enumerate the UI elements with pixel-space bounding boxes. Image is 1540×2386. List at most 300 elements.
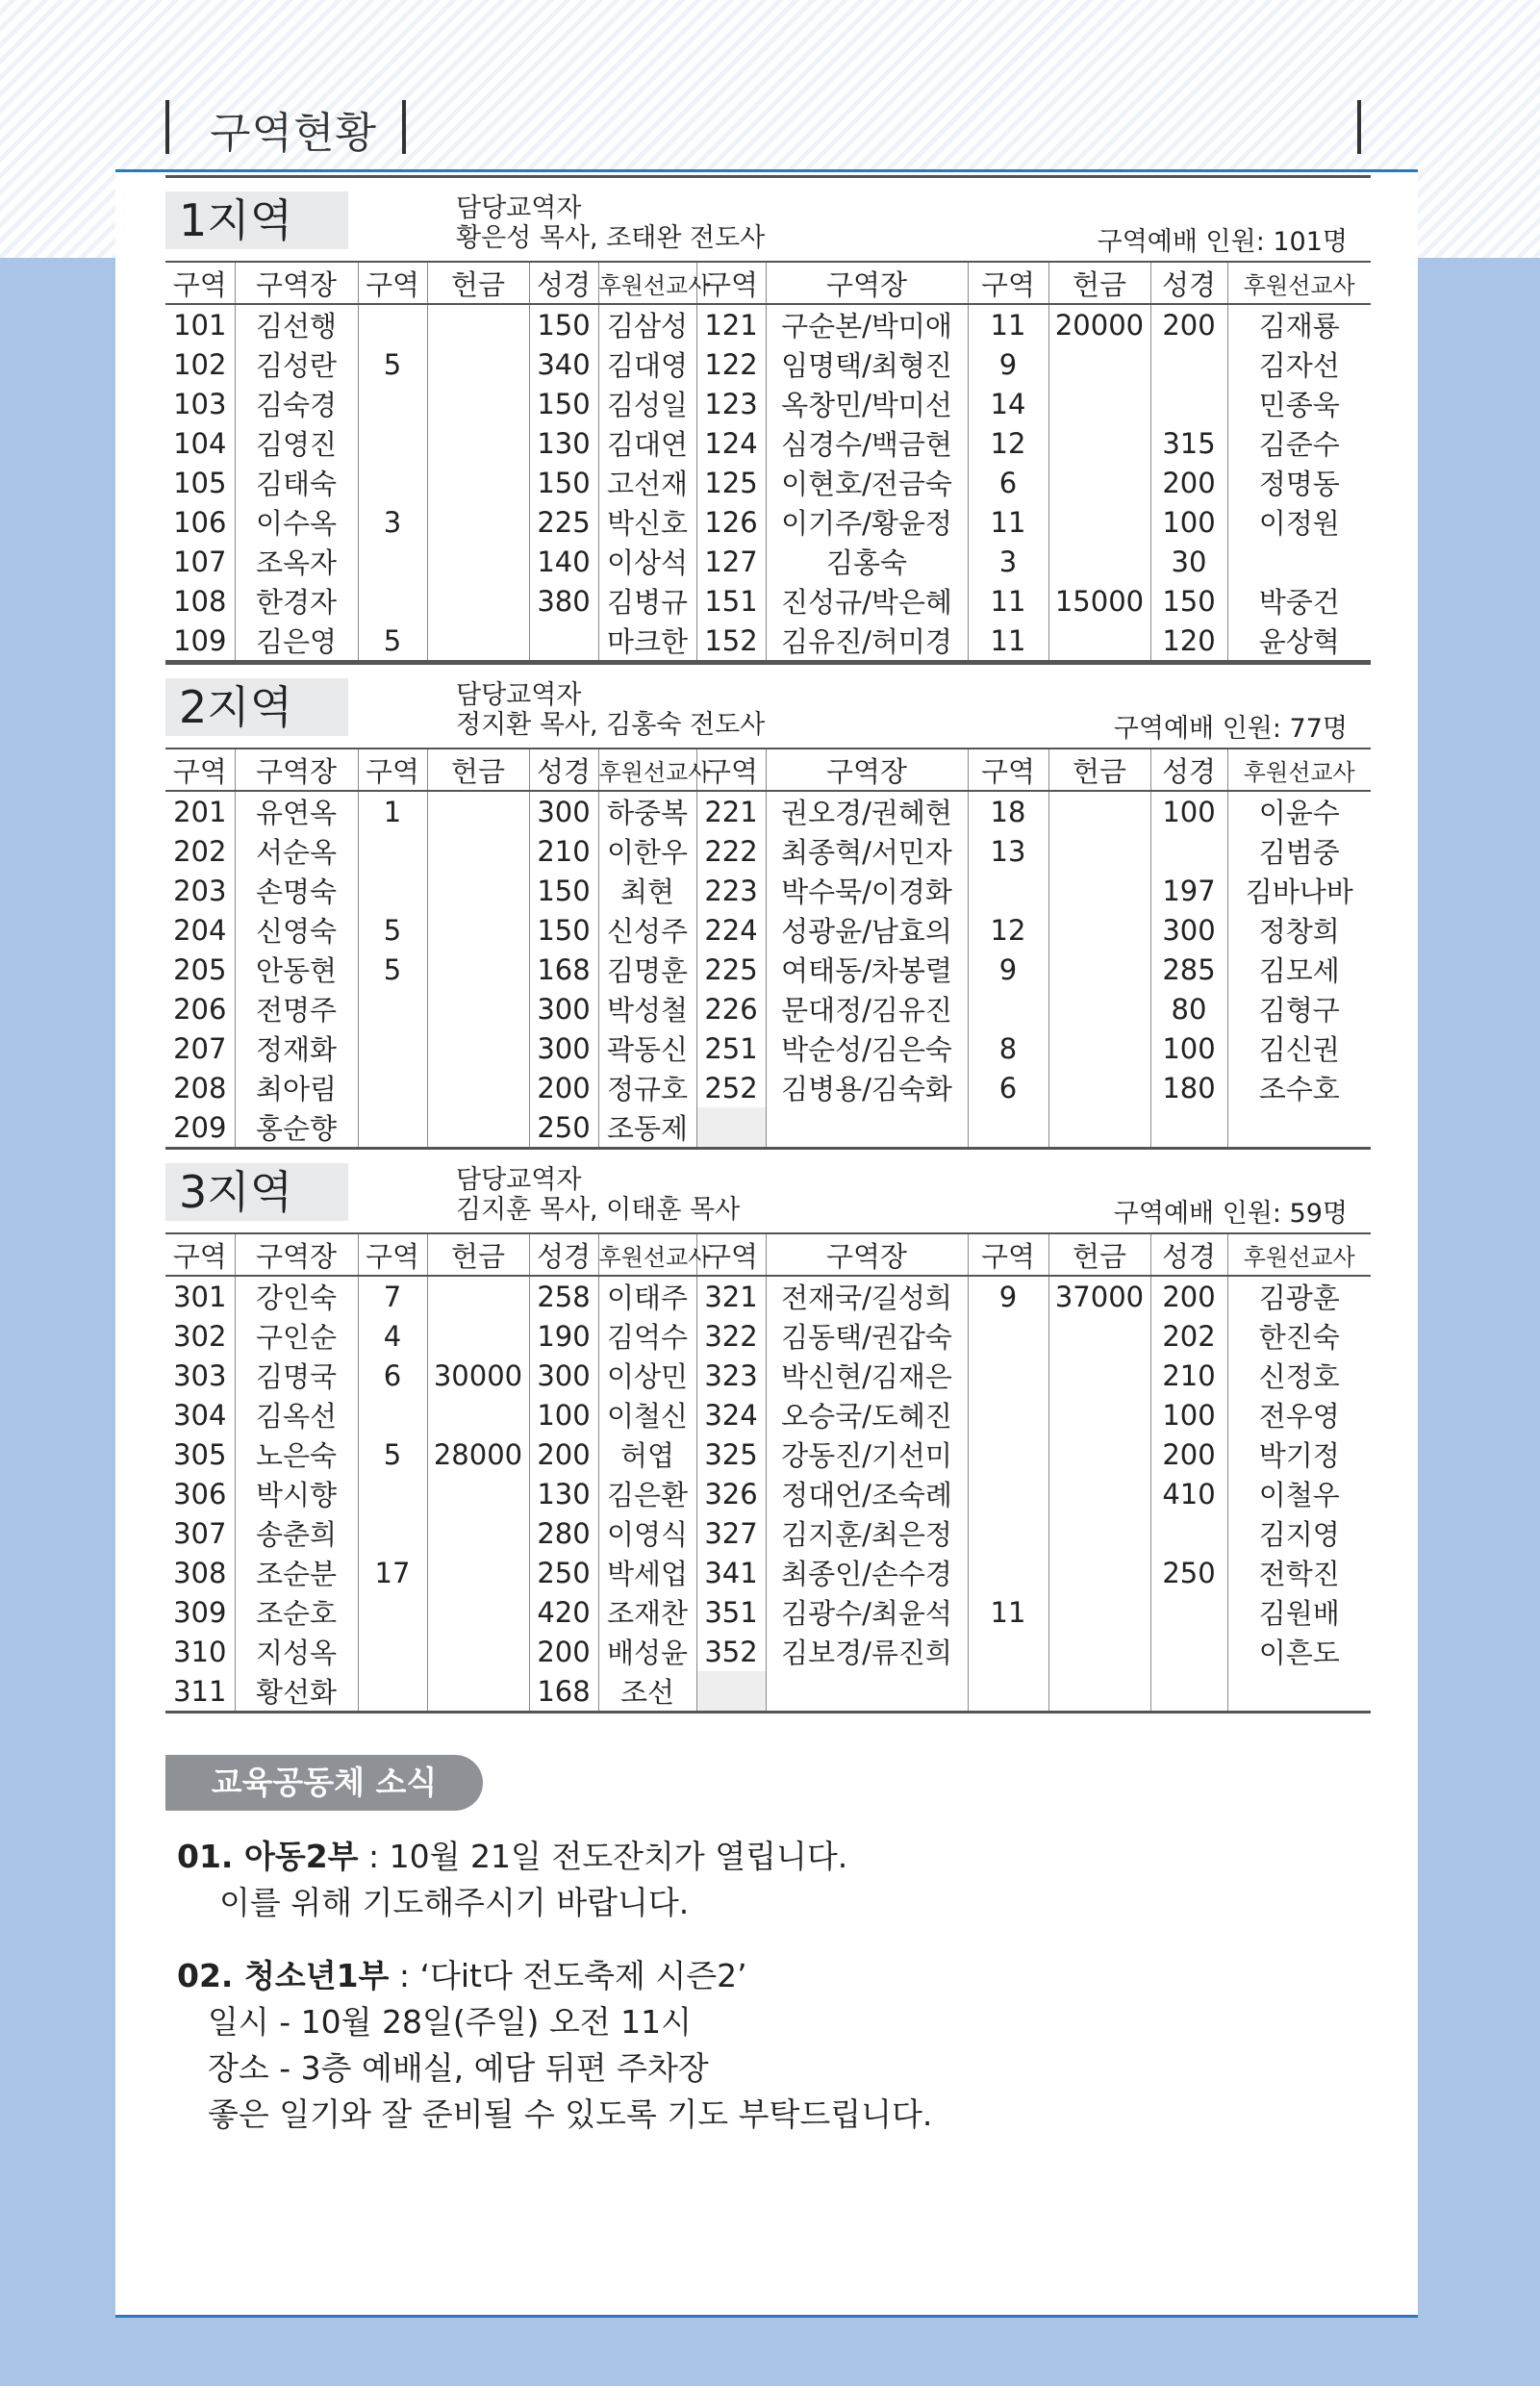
table-cell: 박시향 [235, 1474, 358, 1513]
table-cell [529, 621, 598, 662]
table-cell: 조순분 [235, 1553, 358, 1592]
table-cell: 209 [165, 1107, 235, 1149]
table-cell: 126 [696, 502, 766, 542]
column-header: 헌금 [427, 262, 529, 304]
table-cell: 이상민 [598, 1356, 696, 1395]
leaders-label: 담당교역자 [456, 680, 582, 710]
table-cell [1227, 1671, 1371, 1713]
table-cell [358, 1592, 427, 1632]
region-header [165, 178, 1371, 261]
table-cell [358, 463, 427, 502]
column-header: 성경 [529, 749, 598, 791]
table-cell: 105 [165, 463, 235, 502]
table-header-row [165, 262, 1371, 304]
table-cell: 151 [696, 581, 766, 621]
table-cell: 박세업 [598, 1553, 696, 1592]
region-attendance: 구역예배 인원: 101명 [1097, 227, 1348, 257]
table-cell: 250 [529, 1553, 598, 1592]
table-cell: 신성주 [598, 910, 696, 950]
table-cell: 서순옥 [235, 831, 358, 871]
table-cell: 5 [358, 1434, 427, 1474]
table-cell [427, 463, 529, 502]
table-cell: 11 [968, 1592, 1048, 1632]
table-cell: 106 [165, 502, 235, 542]
table-cell: 최종인/손수경 [766, 1553, 968, 1592]
table-cell: 223 [696, 871, 766, 910]
table-cell [427, 581, 529, 621]
table-cell: 150 [529, 384, 598, 423]
table-cell: 258 [529, 1276, 598, 1316]
table-cell: 104 [165, 423, 235, 463]
table-cell: 206 [165, 989, 235, 1028]
table-cell: 김선행 [235, 304, 358, 344]
region-attendance: 구역예배 인원: 59명 [1113, 1199, 1348, 1229]
table-cell: 하중복 [598, 791, 696, 831]
table-row [165, 1028, 1371, 1068]
column-header: 구역 [968, 262, 1048, 304]
table-cell: 222 [696, 831, 766, 871]
table-cell: 200 [1150, 1276, 1227, 1316]
table-cell: 311 [165, 1671, 235, 1713]
table-cell: 13 [968, 831, 1048, 871]
table-cell: 302 [165, 1316, 235, 1356]
table-cell [358, 1632, 427, 1671]
news-item-1 [177, 1834, 847, 1926]
table-cell [358, 1395, 427, 1434]
table-cell [427, 1028, 529, 1068]
table-cell [427, 1068, 529, 1107]
table-cell: 18 [968, 791, 1048, 831]
table-cell: 15000 [1048, 581, 1150, 621]
table-cell: 박신현/김재은 [766, 1356, 968, 1395]
table-row [165, 621, 1371, 662]
column-header: 헌금 [427, 1233, 529, 1276]
table-cell: 80 [1150, 989, 1227, 1028]
table-cell: 9 [968, 344, 1048, 384]
table-cell: 200 [529, 1632, 598, 1671]
table-cell: 323 [696, 1356, 766, 1395]
table-cell: 손명숙 [235, 871, 358, 910]
table-cell [427, 950, 529, 989]
table-cell: 324 [696, 1395, 766, 1434]
table-cell: 252 [696, 1068, 766, 1107]
column-header: 성경 [1150, 1233, 1227, 1276]
table-cell [358, 384, 427, 423]
table-cell: 박수묵/이경화 [766, 871, 968, 910]
table-row [165, 581, 1371, 621]
table-cell [1048, 950, 1150, 989]
column-header: 성경 [1150, 262, 1227, 304]
table-cell: 곽동신 [598, 1028, 696, 1068]
table-cell: 9 [968, 950, 1048, 989]
table-cell: 200 [1150, 1434, 1227, 1474]
region-section [165, 1147, 1371, 1713]
table-cell: 전명주 [235, 989, 358, 1028]
table-cell: 351 [696, 1592, 766, 1632]
table-cell [968, 1632, 1048, 1671]
table-cell [1048, 1356, 1150, 1395]
table-cell: 5 [358, 910, 427, 950]
table-cell: 150 [529, 463, 598, 502]
column-header: 구역 [165, 262, 235, 304]
table-cell: 김모세 [1258, 954, 1340, 987]
table-cell [1048, 423, 1150, 463]
table-cell: 이수옥 [235, 502, 358, 542]
table-cell [427, 1276, 529, 1316]
table-cell: 130 [529, 1474, 598, 1513]
table-row [165, 1316, 1371, 1356]
table-row [165, 1107, 1371, 1149]
news-item-1-text: : 10월 21일 전도잔치가 열립니다. [358, 1838, 848, 1875]
table-cell: 103 [165, 384, 235, 423]
table-row [165, 1434, 1371, 1474]
table-cell [1048, 542, 1150, 581]
table-cell: 204 [165, 910, 235, 950]
table-cell [427, 621, 529, 662]
table-cell: 200 [529, 1434, 598, 1474]
table-cell: 108 [165, 581, 235, 621]
table-cell: 김준수 [1258, 428, 1340, 461]
table-cell: 100 [1150, 791, 1227, 831]
table-cell: 14 [968, 384, 1048, 423]
table-cell: 김신권 [1258, 1033, 1340, 1066]
table-cell: 11 [968, 304, 1048, 344]
table-cell [968, 1434, 1048, 1474]
table-cell: 325 [696, 1434, 766, 1474]
table-cell [968, 1553, 1048, 1592]
table-cell: 205 [165, 950, 235, 989]
table-cell [427, 989, 529, 1028]
table-cell [1150, 1592, 1227, 1632]
table-row [165, 1592, 1371, 1632]
table-cell [1150, 1513, 1227, 1553]
table-cell: 101 [165, 304, 235, 344]
table-row [165, 1474, 1371, 1513]
table-row [165, 344, 1371, 384]
table-row [165, 791, 1371, 831]
news-item-1-title: 01. 아동2부 [177, 1838, 359, 1875]
table-cell: 홍순향 [235, 1107, 358, 1149]
table-cell [358, 542, 427, 581]
region-section [165, 175, 1371, 663]
district-table [165, 261, 1371, 663]
table-cell: 250 [529, 1107, 598, 1149]
leaders-names: 황은성 목사, 조태완 전도사 [456, 223, 766, 253]
table-cell [358, 304, 427, 344]
table-cell: 303 [165, 1356, 235, 1395]
news-item-1-line2: 이를 위해 기도해주시기 바랍니다. [219, 1884, 690, 1921]
table-cell: 조동제 [598, 1107, 696, 1149]
table-cell [766, 1107, 968, 1149]
table-cell: 김자선 [1258, 349, 1340, 382]
table-row [165, 463, 1371, 502]
table-cell: 김광수/최윤석 [766, 1592, 968, 1632]
table-cell [427, 1592, 529, 1632]
table-cell [1048, 1028, 1150, 1068]
table-cell [968, 1316, 1048, 1356]
table-cell [766, 1671, 968, 1713]
column-header: 구역 [358, 262, 427, 304]
table-cell: 8 [968, 1028, 1048, 1068]
table-cell: 구순본/박미애 [766, 304, 968, 344]
table-cell [1048, 791, 1150, 831]
table-cell: 168 [529, 950, 598, 989]
table-cell: 285 [1150, 950, 1227, 989]
district-table [165, 1232, 1371, 1713]
table-cell: 김유진/허미경 [766, 621, 968, 662]
column-header: 성경 [529, 1233, 598, 1276]
table-cell: 125 [696, 463, 766, 502]
table-cell: 구인순 [235, 1316, 358, 1356]
table-cell: 전학진 [1258, 1558, 1340, 1590]
column-header: 구역 [968, 1233, 1048, 1276]
table-cell: 신정호 [1258, 1360, 1340, 1393]
table-cell: 121 [696, 304, 766, 344]
table-cell: 김원배 [1258, 1597, 1340, 1630]
table-cell: 김홍숙 [766, 542, 968, 581]
table-cell: 315 [1150, 423, 1227, 463]
table-cell: 박성철 [598, 989, 696, 1028]
table-cell [427, 871, 529, 910]
table-cell: 208 [165, 1068, 235, 1107]
table-cell: 조순호 [235, 1592, 358, 1632]
table-cell [1048, 1513, 1150, 1553]
table-cell: 6 [968, 463, 1048, 502]
table-cell [1048, 1553, 1150, 1592]
table-cell: 225 [529, 502, 598, 542]
column-header: 구역장 [766, 262, 968, 304]
table-cell: 정대언/조숙례 [766, 1474, 968, 1513]
table-cell [1048, 1107, 1150, 1149]
table-cell: 김광훈 [1258, 1282, 1340, 1314]
table-cell [427, 1513, 529, 1553]
table-cell: 200 [529, 1068, 598, 1107]
region-name: 3지역 [165, 1163, 348, 1221]
table-cell: 한진숙 [1258, 1321, 1340, 1354]
table-cell: 심경수/백금현 [766, 423, 968, 463]
table-cell: 박순성/김은숙 [766, 1028, 968, 1068]
table-cell: 107 [165, 542, 235, 581]
table-cell: 207 [165, 1028, 235, 1068]
table-cell: 3 [358, 502, 427, 542]
column-header: 구역 [165, 1233, 235, 1276]
table-cell [427, 1632, 529, 1671]
table-cell: 20000 [1048, 304, 1150, 344]
table-cell [1150, 1632, 1227, 1671]
district-table [165, 748, 1371, 1150]
table-cell: 박중건 [1258, 586, 1340, 619]
table-cell: 신영숙 [235, 910, 358, 950]
news-badge: 교육공동체 소식 [165, 1755, 483, 1811]
table-cell: 정재화 [235, 1028, 358, 1068]
table-cell: 전우영 [1258, 1400, 1340, 1433]
table-cell: 조수호 [1258, 1073, 1340, 1105]
table-cell [427, 1474, 529, 1513]
table-cell: 김은영 [235, 621, 358, 662]
table-cell: 허엽 [598, 1434, 696, 1474]
table-cell: 210 [1150, 1356, 1227, 1395]
table-cell [1048, 1474, 1150, 1513]
table-cell: 정명동 [1258, 468, 1340, 500]
table-cell: 305 [165, 1434, 235, 1474]
table-cell: 327 [696, 1513, 766, 1553]
table-row [165, 1632, 1371, 1671]
table-cell: 200 [1150, 304, 1227, 344]
table-cell [358, 989, 427, 1028]
table-cell: 김지영 [1258, 1518, 1340, 1551]
table-cell: 마크한 [598, 621, 696, 662]
table-cell: 김삼성 [598, 304, 696, 344]
region-attendance: 구역예배 인원: 77명 [1113, 714, 1348, 744]
table-cell [1048, 344, 1150, 384]
table-row [165, 1395, 1371, 1434]
table-cell [358, 581, 427, 621]
column-header: 구역 [165, 749, 235, 791]
column-header: 구역장 [766, 749, 968, 791]
table-cell: 황선화 [235, 1671, 358, 1713]
table-cell: 이한우 [598, 831, 696, 871]
table-cell: 226 [696, 989, 766, 1028]
table-cell: 1 [358, 791, 427, 831]
table-cell [1048, 1632, 1150, 1671]
column-header: 후원선교사 [1243, 1243, 1355, 1271]
table-cell: 100 [1150, 502, 1227, 542]
table-cell: 100 [1150, 1028, 1227, 1068]
table-cell [427, 502, 529, 542]
table-cell: 이철신 [598, 1395, 696, 1434]
table-cell [427, 1671, 529, 1713]
news-item-2-line: 장소 - 3층 예배실, 예담 뒤편 주차장 [208, 2049, 709, 2087]
table-cell: 김범중 [1258, 836, 1340, 869]
table-cell: 100 [1150, 1395, 1227, 1434]
table-cell: 김숙경 [235, 384, 358, 423]
table-cell [1048, 910, 1150, 950]
table-cell: 김형구 [1258, 994, 1340, 1027]
table-cell: 306 [165, 1474, 235, 1513]
table-cell: 190 [529, 1316, 598, 1356]
table-cell [358, 1513, 427, 1553]
column-header: 구역 [358, 1233, 427, 1276]
column-header: 구역장 [766, 1233, 968, 1276]
table-cell [427, 384, 529, 423]
table-cell: 여태동/차봉렬 [766, 950, 968, 989]
table-cell [427, 423, 529, 463]
table-cell: 6 [968, 1068, 1048, 1107]
table-cell: 37000 [1048, 1276, 1150, 1316]
table-cell [1227, 542, 1371, 581]
leaders-label: 담당교역자 [456, 1165, 582, 1195]
table-row [165, 1068, 1371, 1107]
table-cell: 352 [696, 1632, 766, 1671]
table-cell: 130 [529, 423, 598, 463]
table-cell: 이현호/전금숙 [766, 463, 968, 502]
news-item-2-line: 일시 - 10월 28일(주일) 오전 11시 [208, 2003, 692, 2041]
column-header: 헌금 [427, 749, 529, 791]
table-cell: 201 [165, 791, 235, 831]
table-cell: 진성규/박은혜 [766, 581, 968, 621]
table-cell [696, 1107, 766, 1149]
table-cell: 301 [165, 1276, 235, 1316]
table-cell: 300 [529, 791, 598, 831]
table-cell: 307 [165, 1513, 235, 1553]
column-header: 후원선교사 [598, 749, 696, 791]
table-cell: 210 [529, 831, 598, 871]
table-cell: 140 [529, 542, 598, 581]
table-cell: 420 [529, 1592, 598, 1632]
table-cell: 김병용/김숙화 [766, 1068, 968, 1107]
table-cell: 12 [968, 910, 1048, 950]
table-cell: 326 [696, 1474, 766, 1513]
table-cell: 309 [165, 1592, 235, 1632]
table-cell: 이영식 [598, 1513, 696, 1553]
table-cell [1048, 989, 1150, 1028]
table-cell: 이정원 [1258, 507, 1340, 540]
panel-bottom-rule [115, 2315, 1418, 2318]
table-cell [427, 791, 529, 831]
column-header: 구역 [696, 262, 766, 304]
table-cell [427, 1553, 529, 1592]
table-cell: 김명훈 [598, 950, 696, 989]
table-cell [696, 1671, 766, 1713]
column-header: 구역 [358, 749, 427, 791]
table-cell [358, 1474, 427, 1513]
table-cell: 이철우 [1258, 1479, 1340, 1511]
table-cell: 강인숙 [235, 1276, 358, 1316]
table-cell [1150, 1671, 1227, 1713]
table-cell: 180 [1150, 1068, 1227, 1107]
table-cell [1150, 831, 1227, 871]
table-cell: 123 [696, 384, 766, 423]
column-header: 헌금 [1048, 262, 1150, 304]
table-cell: 202 [165, 831, 235, 871]
table-cell: 150 [529, 304, 598, 344]
column-header: 헌금 [1048, 1233, 1150, 1276]
table-cell: 조옥자 [235, 542, 358, 581]
table-cell: 127 [696, 542, 766, 581]
table-cell: 341 [696, 1553, 766, 1592]
table-cell: 김보경/류진희 [766, 1632, 968, 1671]
table-cell: 5 [358, 621, 427, 662]
table-cell [1048, 1068, 1150, 1107]
table-cell: 28000 [427, 1434, 529, 1474]
table-cell: 조선 [598, 1671, 696, 1713]
table-cell: 안동현 [235, 950, 358, 989]
table-cell: 11 [968, 581, 1048, 621]
table-cell [358, 1107, 427, 1149]
table-cell: 김성란 [235, 344, 358, 384]
table-cell: 340 [529, 344, 598, 384]
table-cell [1048, 384, 1150, 423]
table-cell: 김대연 [598, 423, 696, 463]
table-cell: 최종혁/서민자 [766, 831, 968, 871]
leaders-names: 정지환 목사, 김홍숙 전도사 [456, 710, 766, 740]
table-cell: 202 [1150, 1316, 1227, 1356]
table-cell [968, 1395, 1048, 1434]
table-cell: 문대정/김유진 [766, 989, 968, 1028]
table-cell [427, 910, 529, 950]
table-cell: 김명국 [235, 1356, 358, 1395]
table-cell: 7 [358, 1276, 427, 1316]
column-header: 후원선교사 [1243, 271, 1355, 299]
region-section [165, 662, 1371, 1150]
table-cell: 이윤수 [1258, 797, 1340, 829]
table-cell [1227, 1107, 1371, 1149]
table-cell: 김동택/권갑숙 [766, 1316, 968, 1356]
region-leaders [456, 680, 765, 740]
table-cell: 100 [529, 1395, 598, 1434]
table-cell: 최아림 [235, 1068, 358, 1107]
table-cell [427, 542, 529, 581]
